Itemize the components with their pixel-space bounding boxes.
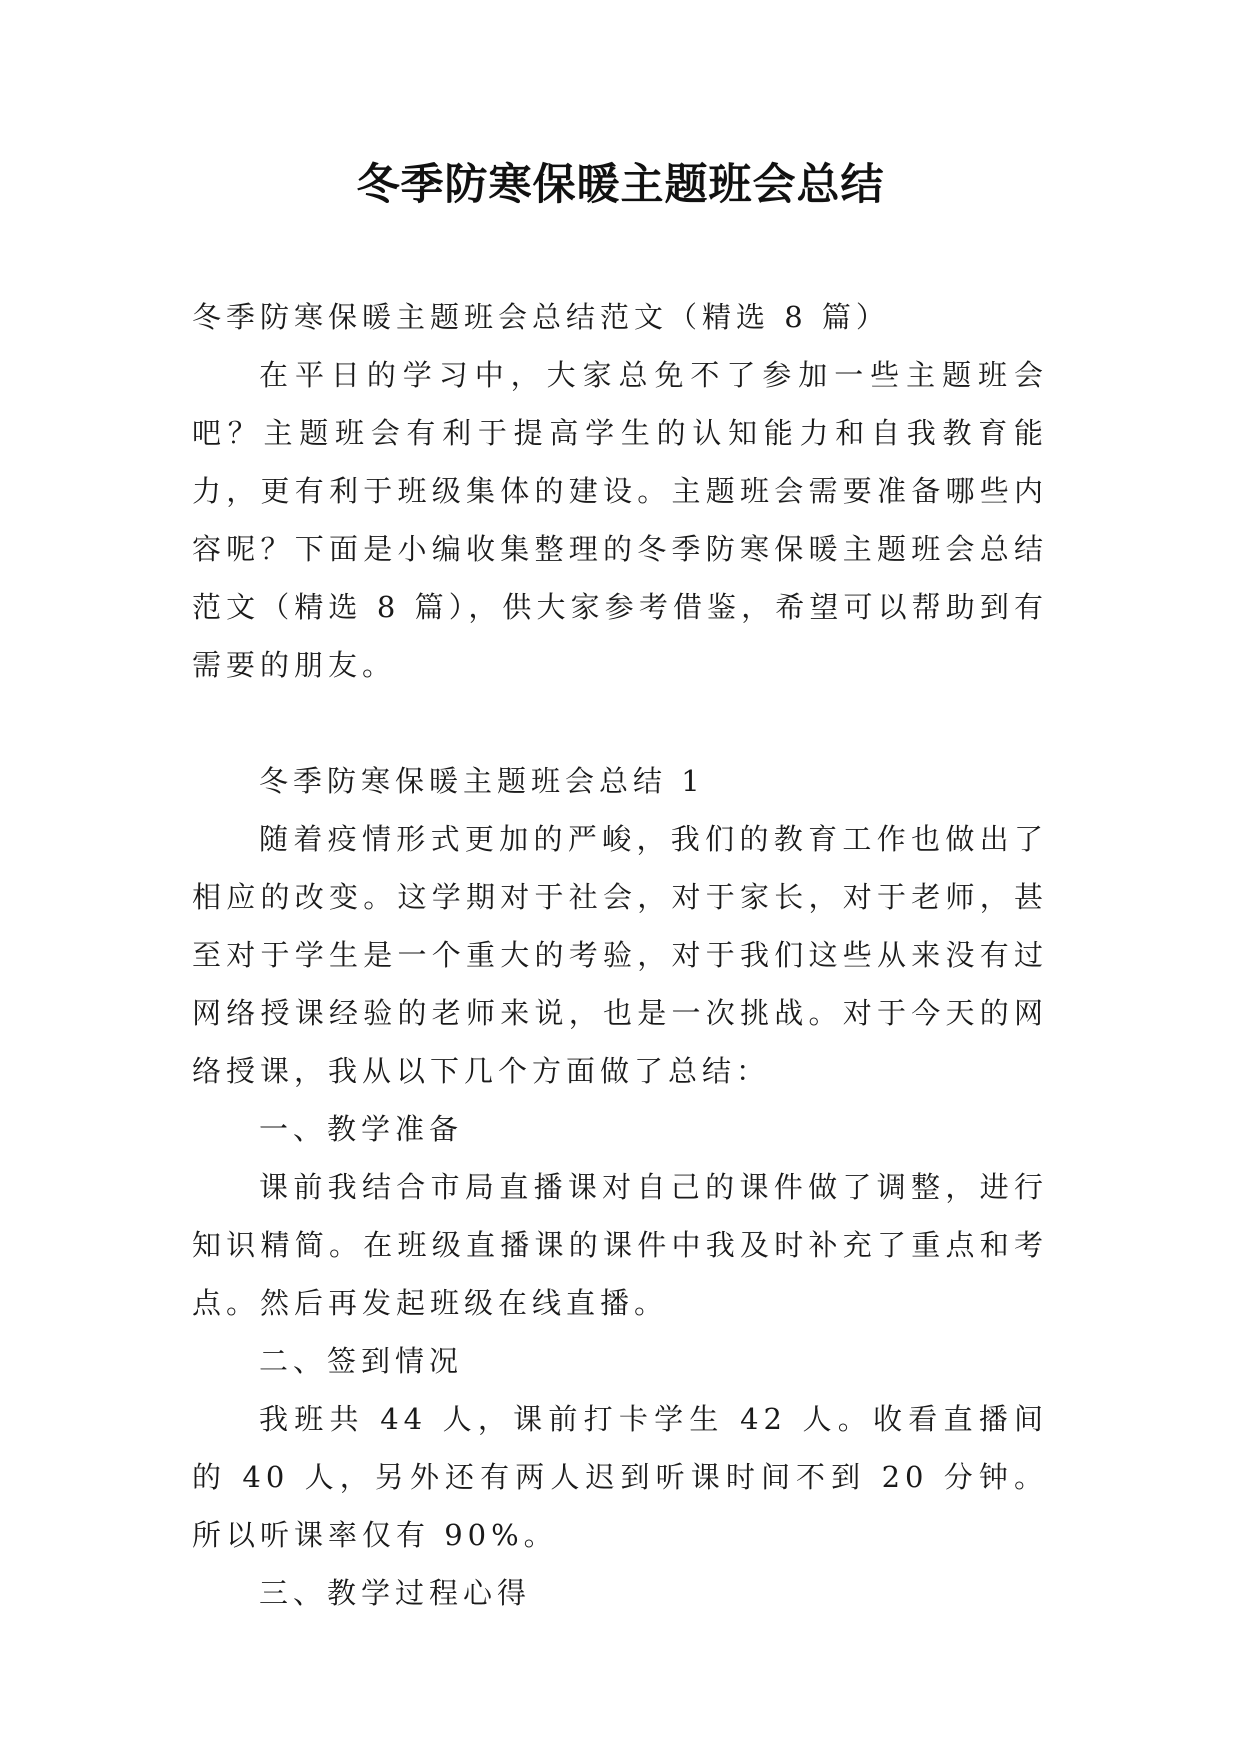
subsection-heading-teaching-preparation: 一、教学准备	[259, 1112, 464, 1146]
paragraph-spacer	[192, 694, 1048, 752]
intro-paragraph: 在平日的学习中，大家总免不了参加一些主题班会吧？主题班会有利于提高学生的认知能力和自我教育能力，更有利于班级集体的建设。主题班会需要准备哪些内容呢？下面是小编收集整理的冬季防寒保暖主题班会总结范文（精选 8 篇），供大家参考借鉴，希望可以帮助到有需要的朋友。	[192, 358, 1048, 682]
body-paragraph-attendance: 我班共 44 人，课前打卡学生 42 人。收看直播间的 40 人，另外还有两人迟到听课时间不到 20 分钟。所以听课率仅有 90%。	[192, 1402, 1048, 1552]
subsection-heading-attendance: 二、签到情况	[259, 1344, 464, 1378]
document-body	[192, 288, 1048, 1622]
document-subtitle: 冬季防寒保暖主题班会总结范文（精选 8 篇）	[192, 300, 890, 334]
document-title: 冬季防寒保暖主题班会总结	[356, 160, 885, 210]
body-paragraph: 随着疫情形式更加的严峻，我们的教育工作也做出了相应的改变。这学期对于社会，对于家长，对于老师，甚至对于学生是一个重大的考验，对于我们这些从来没有过网络授课经验的老师来说，也是一次挑战。对于今天的网络授课，我从以下几个方面做了总结：	[192, 822, 1048, 1088]
subsection-heading-teaching-process: 三、教学过程心得	[259, 1576, 532, 1610]
body-paragraph-preparation: 课前我结合市局直播课对自己的课件做了调整，进行知识精简。在班级直播课的课件中我及时补充了重点和考点。然后再发起班级在线直播。	[192, 1170, 1048, 1320]
section-heading: 冬季防寒保暖主题班会总结 1	[259, 764, 705, 798]
